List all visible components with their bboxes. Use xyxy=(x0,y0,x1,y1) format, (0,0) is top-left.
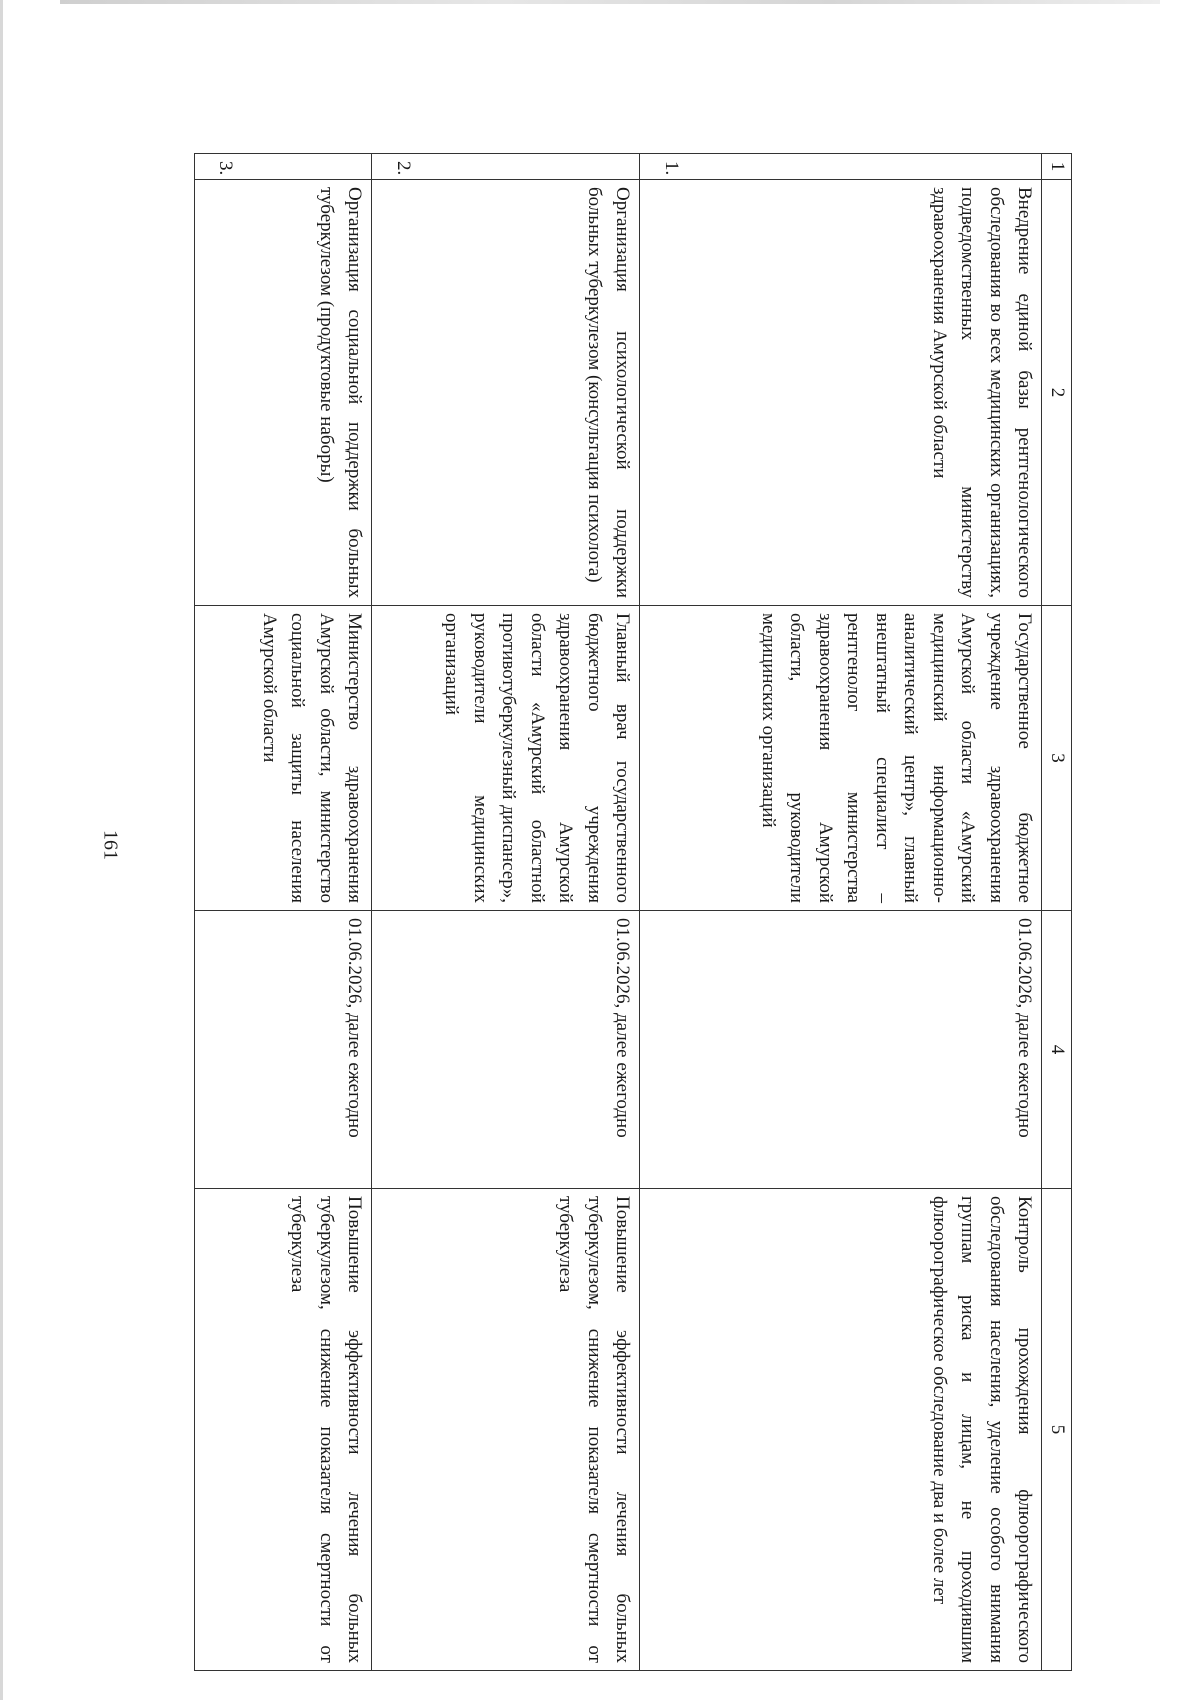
rotated-table-wrapper xyxy=(194,153,1072,1670)
executors-cell: Министерство здравоохранения Амурской области, министерство социальной защиты населения Амурской области xyxy=(195,606,373,911)
result-cell: Повышение эффективности лечения больных туберкулезом, снижение показателя смертности от туберкулеза xyxy=(195,1189,373,1671)
activity-cell: Организация социальной поддержки больных туберкулезом (продуктовые наборы) xyxy=(195,180,373,606)
table-row xyxy=(372,154,640,1671)
header-cell-5: 5 xyxy=(1042,1189,1072,1671)
result-cell: Контроль прохождения флюорографического обследования населения, уделение особого внимания группам риска и лицам, не проходившим флюорографическое обследование два и более лет xyxy=(640,1189,1042,1671)
executors-cell: Государственное бюджетное учреждение здравоохранения Амурской области «Амурский медицинский информационно-аналитический центр», главный внештатный специалист – рентгенолог министерства здравоохранения Амурской области, руководители медицинских организаций xyxy=(640,606,1042,911)
page-number: 161 xyxy=(99,830,122,860)
scan-edge-left xyxy=(0,0,3,1700)
header-cell-4: 4 xyxy=(1042,911,1072,1189)
row-number: 3. xyxy=(195,154,373,180)
result-cell: Повышение эффективности лечения больных туберкулезом, снижение показателя смертности от туберкулеза xyxy=(372,1189,640,1671)
measures-table xyxy=(194,153,1072,1671)
executors-cell: Главный врач государственного бюджетного учреждения здравоохранения Амурской области «Амурский областной противотуберкулезный диспансер», руководители медицинских организаций xyxy=(372,606,640,911)
header-row xyxy=(1042,154,1072,1671)
deadline-cell: 01.06.2026, далее ежегодно xyxy=(195,911,373,1189)
row-number: 2. xyxy=(372,154,640,180)
header-cell-1: 1 xyxy=(1042,154,1072,180)
header-cell-3: 3 xyxy=(1042,606,1072,911)
activity-cell: Организация психологической поддержки больных туберкулезом (консультация психолога) xyxy=(372,180,640,606)
table-row xyxy=(195,154,373,1671)
scan-edge-top xyxy=(60,0,1160,4)
row-number: 1. xyxy=(640,154,1042,180)
deadline-cell: 01.06.2026, далее ежегодно xyxy=(640,911,1042,1189)
deadline-cell: 01.06.2026, далее ежегодно xyxy=(372,911,640,1189)
header-cell-2: 2 xyxy=(1042,180,1072,606)
table-row xyxy=(640,154,1042,1671)
activity-cell: Внедрение единой базы рентгенологического обследования во всех медицинских организациях, подведомственных министерству здравоохранения Амурской области xyxy=(640,180,1042,606)
